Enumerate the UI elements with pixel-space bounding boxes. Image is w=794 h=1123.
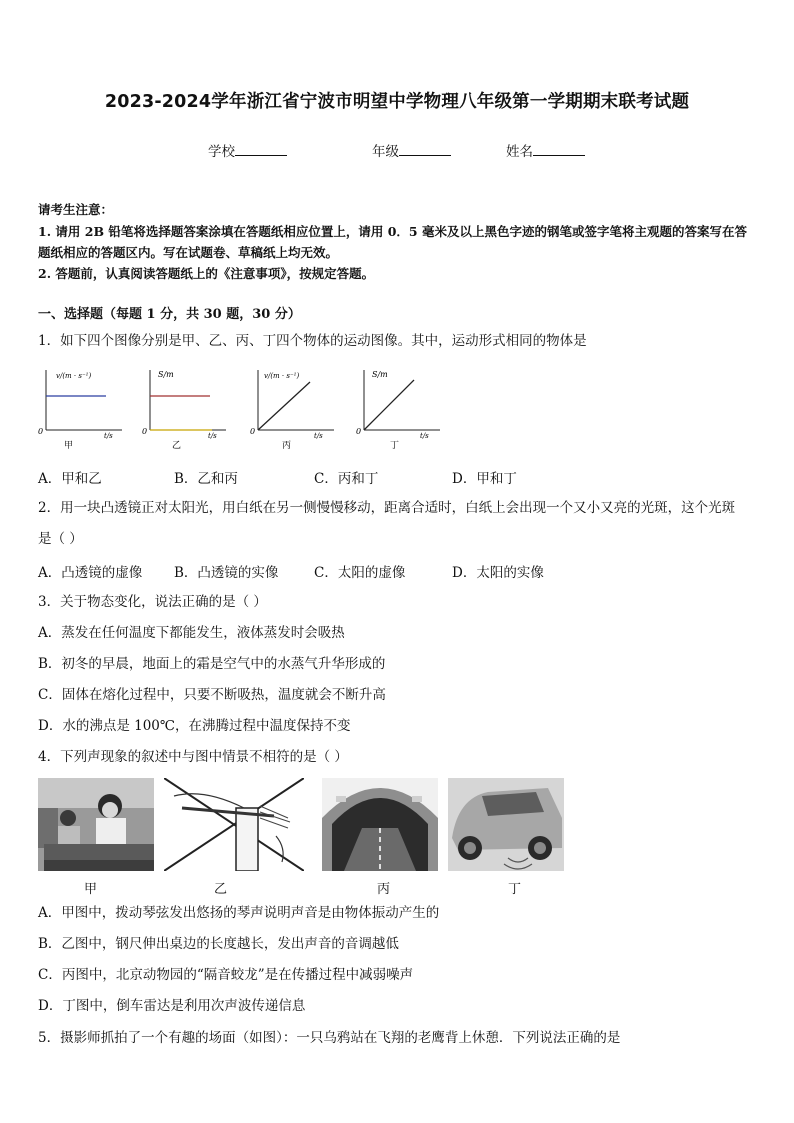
q4-option-c: C．丙图中，北京动物园的“隔音蛟龙”是在传播过程中减弱噪声 [38, 967, 414, 983]
graph-bing-xlabel: t/s [314, 432, 323, 440]
graph-ding-caption: 丁 [390, 441, 400, 451]
q2-stem-line2: 是（ ） [38, 531, 83, 547]
q2-option-c: C．太阳的虚像 [314, 565, 406, 581]
q1-option-d: D．甲和丁 [452, 471, 517, 487]
photo-steel-ruler [164, 778, 304, 871]
name-blank [533, 143, 585, 156]
q1-option-a: A．甲和乙 [38, 471, 102, 487]
name-label: 姓名 [506, 144, 533, 160]
q3-option-b: B．初冬的早晨，地面上的霜是空气中的水蒸气升华形成的 [38, 656, 386, 672]
photo-guzheng-girl [38, 778, 154, 871]
graph-bing-caption: 丙 [282, 441, 292, 451]
graph-bing-ylabel: v/(m · s⁻¹) [264, 372, 300, 380]
q2-option-b: B．凸透镜的实像 [174, 565, 279, 581]
school-blank [235, 143, 287, 156]
q5-stem: 5．摄影师抓拍了一个有趣的场面（如图）：一只乌鸦站在飞翔的老鹰背上休憩．下列说法正确的是 [38, 1030, 621, 1046]
name-field [506, 140, 585, 160]
school-label: 学校 [208, 144, 235, 160]
graph-ding-origin: 0 [356, 427, 362, 436]
graph-yi-origin: 0 [142, 427, 148, 436]
graph-bing-origin: 0 [250, 427, 256, 436]
graph-jia-origin: 0 [38, 427, 44, 436]
q4-option-a: A．甲图中，拨动琴弦发出悠扬的琴声说明声音是由物体振动产生的 [38, 905, 440, 921]
graph-jia-ylabel: v/(m · s⁻¹) [56, 372, 92, 380]
q1-stem: 1．如下四个图像分别是甲、乙、丙、丁四个物体的运动图像。其中，运动形式相同的物体是 [38, 333, 587, 349]
notice-heading: 请考生注意： [38, 202, 114, 217]
q3-option-c: C．固体在熔化过程中，只要不断吸热，温度就会不断升高 [38, 687, 386, 703]
q2-option-d: D．太阳的实像 [452, 565, 544, 581]
graph-yi-xlabel: t/s [208, 432, 217, 440]
graph-ding-xlabel: t/s [420, 432, 429, 440]
q4-stem: 4．下列声现象的叙述中与图中情景不相符的是（ ） [38, 749, 348, 765]
grade-blank [399, 143, 451, 156]
photo-reversing-radar [448, 778, 564, 871]
graph-jia-xlabel: t/s [104, 432, 113, 440]
q3-option-a: A．蒸发在任何温度下都能发生，液体蒸发时会吸热 [38, 625, 345, 641]
graph-yi-caption: 乙 [172, 441, 182, 451]
q1-option-b: B．乙和丙 [174, 471, 238, 487]
photo-caption-bing: 丙 [377, 882, 391, 897]
q3-stem: 3．关于物态变化，说法正确的是（ ） [38, 594, 267, 610]
photo-caption-yi: 乙 [214, 882, 228, 897]
notice-item-1: 1. 请用 2B 铅笔将选择题答案涂填在答题纸相应位置上，请用 0．5 毫米及以上黑色字迹的钢笔或签字笔将主观题的答案写在答题纸相应的答题区内。写在试题卷、草稿纸上均无效。 [38, 224, 747, 260]
q2-stem-line1: 2．用一块凸透镜正对太阳光，用白纸在另一侧慢慢移动，距离合适时，白纸上会出现一个又小又亮的光斑，这个光斑 [38, 500, 736, 516]
q4-option-b: B．乙图中，钢尺伸出桌边的长度越长，发出声音的音调越低 [38, 936, 399, 952]
q4-option-d: D．丁图中，倒车雷达是利用次声波传递信息 [38, 998, 306, 1014]
q3-option-d: D．水的沸点是 100℃，在沸腾过程中温度保持不变 [38, 718, 351, 734]
photo-caption-ding: 丁 [508, 882, 522, 897]
graph-bing [250, 366, 340, 452]
school-field [208, 140, 287, 160]
q2-option-a: A．凸透镜的虚像 [38, 565, 143, 581]
notice-item-2: 2. 答题前，认真阅读答题纸上的《注意事项》，按规定答题。 [38, 266, 375, 281]
graph-yi [142, 366, 232, 452]
grade-label: 年级 [372, 144, 399, 160]
graph-yi-ylabel: S/m [158, 370, 174, 379]
graph-jia-caption: 甲 [64, 441, 74, 451]
photo-sound-barrier-tunnel [322, 778, 438, 871]
graph-jia [38, 366, 128, 452]
exam-title: 2023-2024学年浙江省宁波市明望中学物理八年级第一学期期末联考试题 [104, 92, 690, 112]
q1-option-c: C．丙和丁 [314, 471, 379, 487]
graph-ding [356, 366, 446, 452]
section-heading: 一、选择题（每题 1 分，共 30 题，30 分） [38, 307, 301, 322]
graph-ding-ylabel: S/m [372, 370, 388, 379]
photo-caption-jia: 甲 [84, 882, 98, 897]
grade-field [372, 140, 451, 160]
